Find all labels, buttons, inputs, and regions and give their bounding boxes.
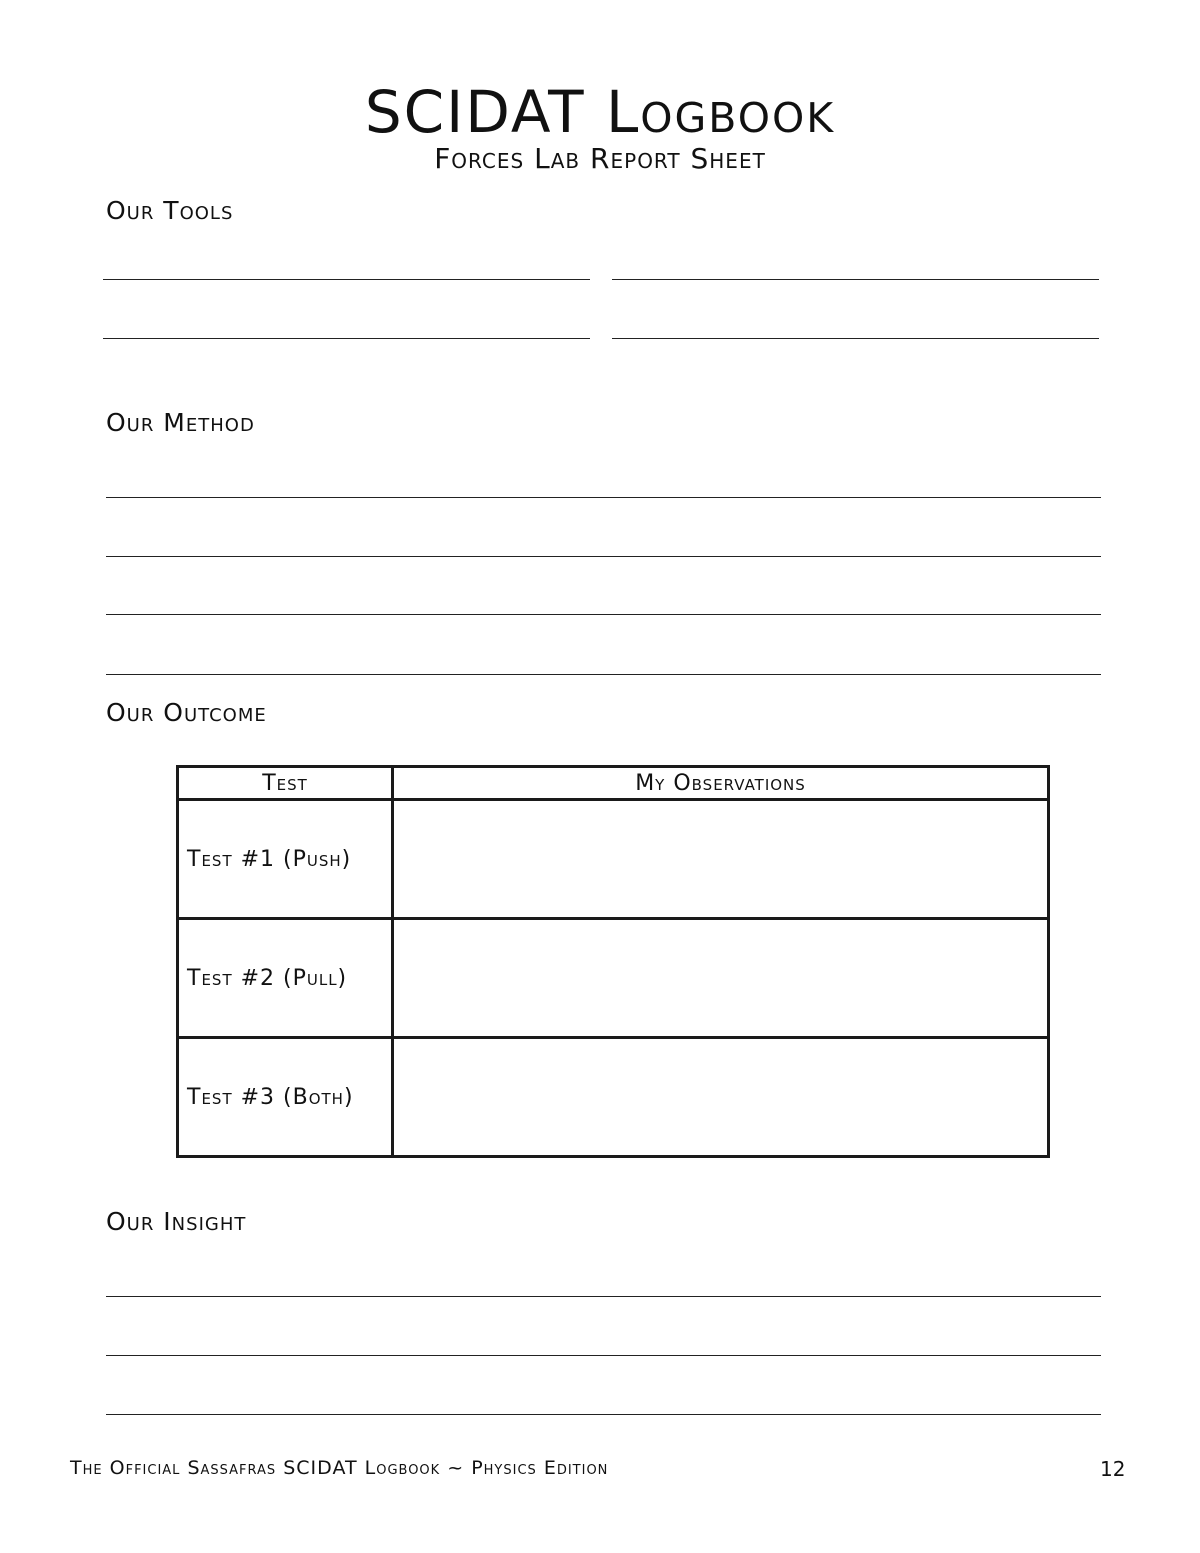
method-line-2[interactable] — [106, 556, 1101, 557]
method-line-3[interactable] — [106, 614, 1101, 615]
observation-cell[interactable] — [393, 800, 1049, 919]
section-heading-tools: Our Tools — [106, 196, 234, 225]
tools-line-1[interactable] — [103, 279, 590, 280]
section-heading-method: Our Method — [106, 408, 255, 437]
test-label: Test #2 (Pull) — [178, 919, 393, 1038]
tools-line-3[interactable] — [103, 338, 590, 339]
tools-line-2[interactable] — [612, 279, 1099, 280]
method-line-4[interactable] — [106, 674, 1101, 675]
table-row — [178, 800, 1049, 919]
insight-line-2[interactable] — [106, 1355, 1101, 1356]
table-row — [178, 919, 1049, 1038]
table-row — [178, 1038, 1049, 1157]
section-heading-outcome: Our Outcome — [106, 698, 267, 727]
column-header-observations: My Observations — [393, 767, 1049, 800]
footer-text: The Official Sassafras SCIDAT Logbook ~ Physics Edition — [70, 1457, 609, 1479]
test-label: Test #1 (Push) — [178, 800, 393, 919]
page-subtitle: Forces Lab Report Sheet — [434, 142, 766, 175]
column-header-test: Test — [178, 767, 393, 800]
page-number: 12 — [1100, 1457, 1126, 1481]
page-title: SCIDAT Logbook — [364, 78, 836, 146]
tools-line-4[interactable] — [612, 338, 1099, 339]
insight-line-1[interactable] — [106, 1296, 1101, 1297]
section-heading-insight: Our Insight — [106, 1207, 247, 1236]
observation-cell[interactable] — [393, 919, 1049, 1038]
test-label: Test #3 (Both) — [178, 1038, 393, 1157]
observations-table — [176, 765, 1050, 1158]
method-line-1[interactable] — [106, 497, 1101, 498]
insight-line-3[interactable] — [106, 1414, 1101, 1415]
observation-cell[interactable] — [393, 1038, 1049, 1157]
